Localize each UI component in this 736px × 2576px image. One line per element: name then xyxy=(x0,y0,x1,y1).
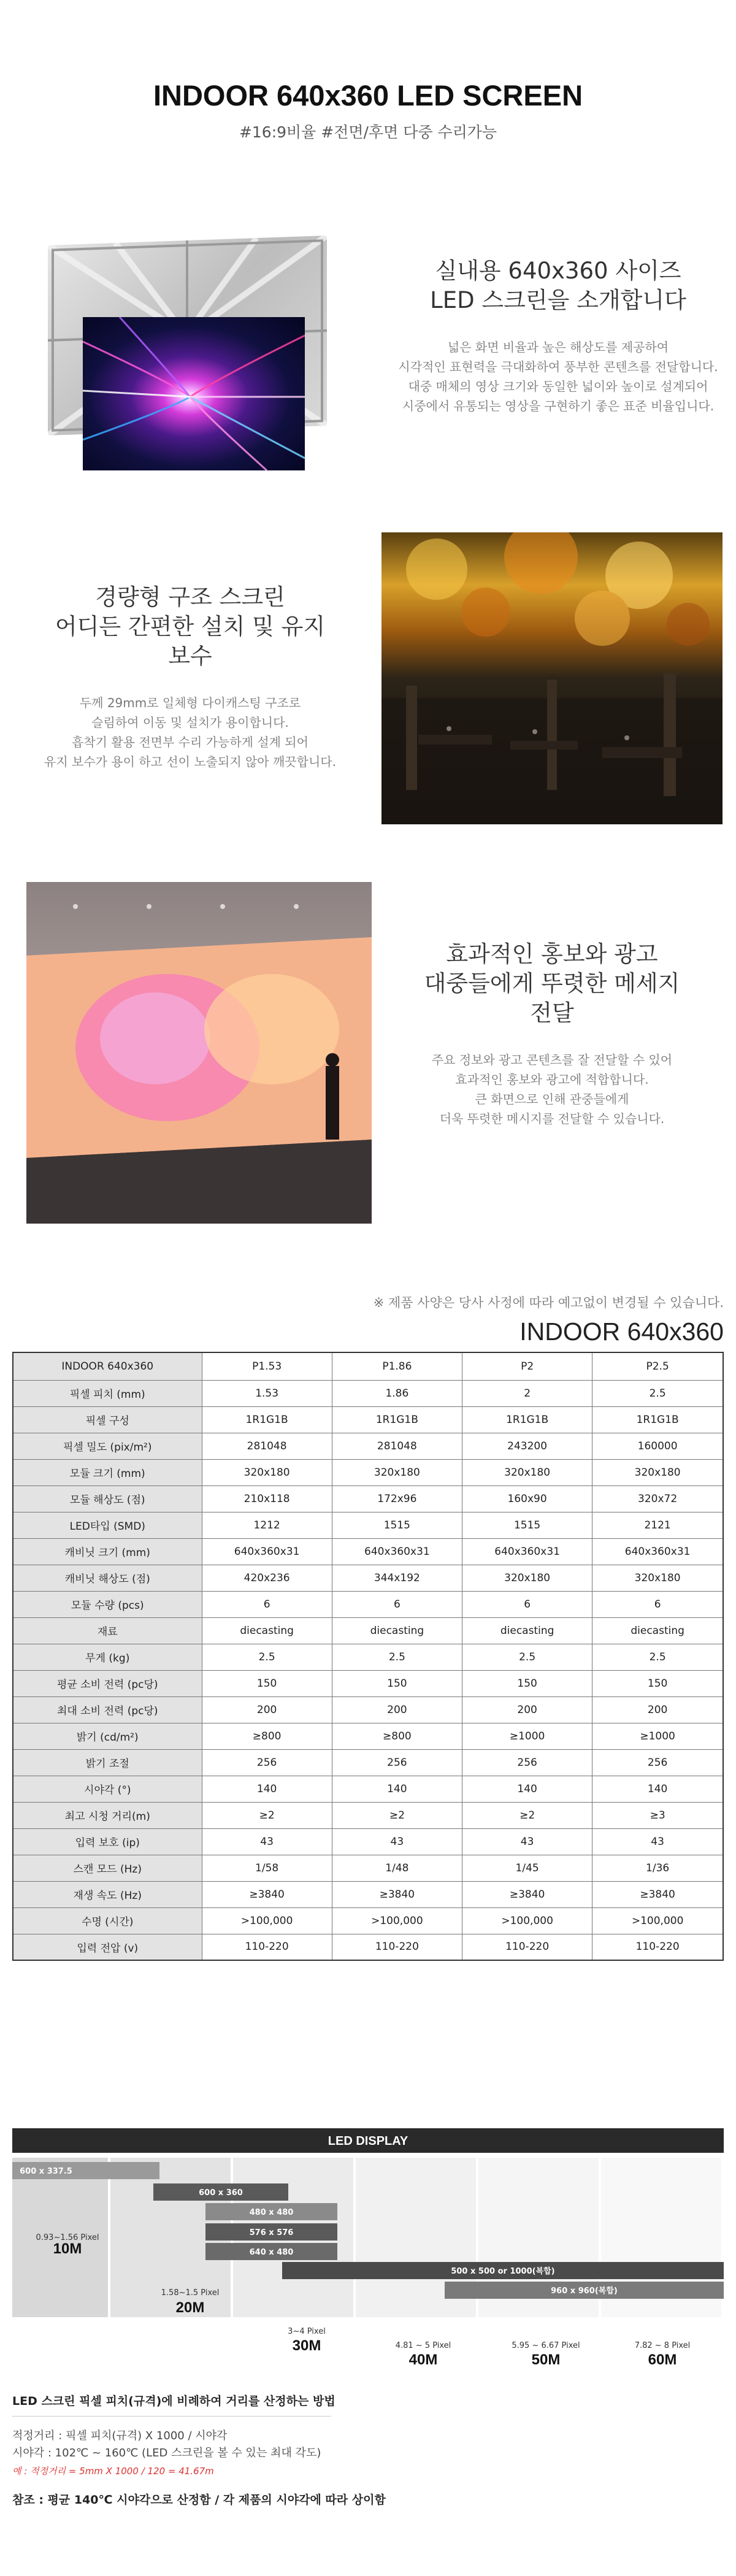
spec-value-cell: 140 xyxy=(202,1776,332,1802)
section3-body-line: 효과적인 홍보와 광고에 적합합니다. xyxy=(455,1072,649,1087)
chart-tier-pitch: 3~4 Pixel xyxy=(288,2327,326,2336)
spec-value-cell: ≥2 xyxy=(202,1802,332,1828)
chart-tier-distance: 20M xyxy=(175,2299,205,2316)
distance-formula xyxy=(12,2392,724,2507)
section2-heading-line: 보수 xyxy=(168,643,212,669)
chart-size-label: 600 x 360 xyxy=(199,2188,243,2198)
spec-value-cell: 640x360x31 xyxy=(332,1538,462,1565)
spec-value-cell: P2.5 xyxy=(592,1352,723,1380)
section1-body-line: 넓은 화면 비율과 높은 해상도를 제공하여 xyxy=(447,340,669,355)
spec-value-cell: 344x192 xyxy=(332,1565,462,1591)
spec-label-cell: INDOOR 640x360 xyxy=(13,1352,202,1380)
spec-notice: ※ 제품 사양은 당사 사정에 따라 예고없이 변경될 수 있습니다. xyxy=(373,1295,724,1310)
section2-body-line: 두께 29mm로 일체형 다이캐스팅 구조로 xyxy=(79,696,301,710)
spec-label-cell: 최고 시청 거리(m) xyxy=(13,1802,202,1828)
section3-heading-line: 대중들에게 뚜렷한 메세지 xyxy=(424,970,680,997)
spec-value-cell: 420x236 xyxy=(202,1565,332,1591)
spec-row xyxy=(13,1380,723,1406)
spec-value-cell: 200 xyxy=(202,1696,332,1723)
section2-body-line: 유지 보수가 용이 하고 선이 노출되지 않아 깨끗합니다. xyxy=(44,754,336,769)
spec-value-cell: 320x180 xyxy=(592,1565,723,1591)
section2-body xyxy=(12,693,368,772)
spec-value-cell: 640x360x31 xyxy=(202,1538,332,1565)
spec-value-cell: 2.5 xyxy=(332,1644,462,1670)
spec-value-cell: 256 xyxy=(462,1749,592,1776)
spec-value-cell: 43 xyxy=(332,1828,462,1855)
spec-row xyxy=(13,1855,723,1881)
spec-value-cell: 200 xyxy=(332,1696,462,1723)
spec-label-cell: 수명 (시간) xyxy=(13,1907,202,1934)
section3-body-line: 큰 화면으로 인해 관중들에게 xyxy=(475,1092,629,1106)
spec-label-cell: 픽셀 피치 (mm) xyxy=(13,1380,202,1406)
spec-value-cell: 140 xyxy=(592,1776,723,1802)
led-display-distance-chart xyxy=(12,2128,724,2386)
chart-size-label: 960 x 960(복합) xyxy=(551,2287,618,2296)
section2-body-line: 흡착기 활용 전면부 수리 가능하게 설계 되어 xyxy=(72,735,309,749)
spec-value-cell: ≥2 xyxy=(462,1802,592,1828)
spec-label-cell: 픽셀 밀도 (pix/m²) xyxy=(13,1433,202,1459)
spec-value-cell: 150 xyxy=(202,1670,332,1696)
spec-value-cell: 2.5 xyxy=(592,1380,723,1406)
section3-heading-line: 효과적인 홍보와 광고 xyxy=(446,941,658,967)
spec-label-cell: 재료 xyxy=(13,1617,202,1644)
spec-row xyxy=(13,1406,723,1433)
spec-row xyxy=(13,1696,723,1723)
chart-tier-distance: 30M xyxy=(292,2337,321,2354)
spec-row xyxy=(13,1881,723,1907)
spec-row xyxy=(13,1670,723,1696)
spec-label-cell: 모듈 크기 (mm) xyxy=(13,1459,202,1485)
section3-text xyxy=(380,940,724,1129)
spec-value-cell: 281048 xyxy=(332,1433,462,1459)
spec-value-cell: 1R1G1B xyxy=(202,1406,332,1433)
spec-value-cell: 150 xyxy=(332,1670,462,1696)
spec-value-cell: 6 xyxy=(332,1591,462,1617)
spec-value-cell: 1R1G1B xyxy=(592,1406,723,1433)
spec-label-cell: 무게 (kg) xyxy=(13,1644,202,1670)
led-panel-display-image xyxy=(83,317,305,470)
section1-heading-line: 실내용 640x360 사이즈 xyxy=(435,258,681,284)
spec-value-cell: 2.5 xyxy=(202,1644,332,1670)
spec-value-cell: 6 xyxy=(202,1591,332,1617)
section3-body-line: 주요 정보와 광고 콘텐츠를 잘 전달할 수 있어 xyxy=(431,1052,673,1067)
chart-tier-distance: 10M xyxy=(53,2241,82,2257)
spec-value-cell: 1.86 xyxy=(332,1380,462,1406)
section3-heading-line: 전달 xyxy=(530,1000,574,1026)
spec-label-cell: 입력 전압 (v) xyxy=(13,1934,202,1960)
spec-value-cell: ≥1000 xyxy=(462,1723,592,1749)
spec-value-cell: 43 xyxy=(462,1828,592,1855)
spec-value-cell: 320x180 xyxy=(462,1459,592,1485)
spec-row xyxy=(13,1591,723,1617)
section2-heading xyxy=(12,583,368,671)
spec-value-cell: 320x180 xyxy=(332,1459,462,1485)
chart-tier-pitch: 7.82 ~ 8 Pixel xyxy=(634,2341,691,2350)
spec-row xyxy=(13,1723,723,1749)
chart-tier-distance: 60M xyxy=(648,2352,677,2368)
chart-size-label: 480 x 480 xyxy=(249,2208,294,2217)
spec-value-cell: 160000 xyxy=(592,1433,723,1459)
spec-value-cell: 110-220 xyxy=(462,1934,592,1960)
spec-row xyxy=(13,1565,723,1591)
spec-row xyxy=(13,1512,723,1538)
spec-table xyxy=(12,1352,724,1961)
spec-value-cell: 2121 xyxy=(592,1512,723,1538)
spec-value-cell: ≥1000 xyxy=(592,1723,723,1749)
spec-value-cell: P1.86 xyxy=(332,1352,462,1380)
spec-value-cell: ≥3840 xyxy=(202,1881,332,1907)
spec-value-cell: 160x90 xyxy=(462,1485,592,1512)
spec-value-cell: diecasting xyxy=(462,1617,592,1644)
formula-note: 참조 : 평균 140℃ 시야각으로 산정함 / 각 제품의 시야각에 따라 상이함 xyxy=(12,2493,386,2507)
formula-line: 적정거리 : 픽셀 피치(규격) X 1000 / 시야각 xyxy=(12,2429,228,2442)
section1-body-line: 시중에서 유통되는 영상을 구현하기 좋은 표준 비율입니다. xyxy=(402,399,715,413)
spec-row xyxy=(13,1538,723,1565)
spec-value-cell: 172x96 xyxy=(332,1485,462,1512)
formula-line: 시야각 : 102℃ ~ 160℃ (LED 스크린을 볼 수 있는 최대 각도) xyxy=(12,2447,321,2459)
spec-value-cell: 1R1G1B xyxy=(332,1406,462,1433)
spec-value-cell: 1/48 xyxy=(332,1855,462,1881)
section2-body-line: 슬림하여 이동 및 설치가 용이합니다. xyxy=(91,715,289,730)
spec-value-cell: >100,000 xyxy=(332,1907,462,1934)
spec-value-cell: 210x118 xyxy=(202,1485,332,1512)
spec-value-cell: 6 xyxy=(462,1591,592,1617)
spec-row xyxy=(13,1828,723,1855)
spec-value-cell: 2 xyxy=(462,1380,592,1406)
spec-row xyxy=(13,1644,723,1670)
spec-header-row xyxy=(13,1352,723,1380)
lobby-led-wall-image xyxy=(26,882,372,1224)
spec-value-cell: 256 xyxy=(592,1749,723,1776)
spec-value-cell: ≥800 xyxy=(332,1723,462,1749)
section2-heading-line: 어디든 간편한 설치 및 유지 xyxy=(55,613,326,640)
section3-heading xyxy=(380,940,724,1028)
chart-tier-pitch: 1.58~1.5 Pixel xyxy=(161,2288,220,2298)
page-title: INDOOR 640x360 LED SCREEN xyxy=(153,79,583,112)
spec-value-cell: 2.5 xyxy=(462,1644,592,1670)
spec-label-cell: 시야각 (°) xyxy=(13,1776,202,1802)
spec-value-cell: >100,000 xyxy=(592,1907,723,1934)
section1-body-line: 시각적인 표현력을 극대화하여 풍부한 콘텐츠를 전달합니다. xyxy=(398,359,718,374)
spec-value-cell: 256 xyxy=(332,1749,462,1776)
spec-value-cell: 281048 xyxy=(202,1433,332,1459)
spec-value-cell: ≥3840 xyxy=(332,1881,462,1907)
chart-tier-pitch: 0.93~1.56 Pixel xyxy=(36,2233,99,2242)
spec-value-cell: 1515 xyxy=(462,1512,592,1538)
spec-value-cell: 140 xyxy=(332,1776,462,1802)
spec-label-cell: 캐비닛 해상도 (점) xyxy=(13,1565,202,1591)
section1-body xyxy=(393,337,724,416)
chart-size-label: 576 x 576 xyxy=(249,2228,294,2237)
spec-label-cell: 밝기 조절 xyxy=(13,1749,202,1776)
spec-value-cell: 110-220 xyxy=(202,1934,332,1960)
spec-value-cell: 320x180 xyxy=(202,1459,332,1485)
spec-row xyxy=(13,1934,723,1960)
spec-value-cell: 1/36 xyxy=(592,1855,723,1881)
section1-body-line: 대중 매체의 영상 크기와 동일한 넓이와 높이로 설계되어 xyxy=(408,379,708,394)
section3-body-line: 더욱 뚜렷한 메시지를 전달할 수 있습니다. xyxy=(439,1111,665,1126)
spec-value-cell: ≥3 xyxy=(592,1802,723,1828)
spec-label-cell: 픽셀 구성 xyxy=(13,1406,202,1433)
hero xyxy=(0,0,736,184)
spec-row xyxy=(13,1907,723,1934)
spec-label-cell: 모듈 수량 (pcs) xyxy=(13,1591,202,1617)
chart-title: LED DISPLAY xyxy=(328,2134,408,2148)
spec-value-cell: 200 xyxy=(462,1696,592,1723)
spec-value-cell: >100,000 xyxy=(202,1907,332,1934)
spec-value-cell: diecasting xyxy=(592,1617,723,1644)
spec-label-cell: 최대 소비 전력 (pc당) xyxy=(13,1696,202,1723)
restaurant-led-ceiling-image xyxy=(381,532,723,824)
spec-value-cell: 110-220 xyxy=(332,1934,462,1960)
spec-label-cell: 모듈 해상도 (점) xyxy=(13,1485,202,1512)
spec-row xyxy=(13,1485,723,1512)
section3-body xyxy=(380,1050,724,1129)
spec-label-cell: 캐비닛 크기 (mm) xyxy=(13,1538,202,1565)
spec-value-cell: >100,000 xyxy=(462,1907,592,1934)
spec-row xyxy=(13,1459,723,1485)
spec-value-cell: 1/45 xyxy=(462,1855,592,1881)
spec-value-cell: ≥800 xyxy=(202,1723,332,1749)
spec-value-cell: 320x180 xyxy=(592,1459,723,1485)
spec-value-cell: diecasting xyxy=(332,1617,462,1644)
spec-value-cell: 2.5 xyxy=(592,1644,723,1670)
chart-tier-distance: 50M xyxy=(531,2352,561,2368)
spec-model-title: INDOOR 640x360 xyxy=(519,1317,724,1346)
spec-value-cell: 200 xyxy=(592,1696,723,1723)
spec-row xyxy=(13,1776,723,1802)
formula-title: LED 스크린 픽셀 피치(규격)에 비례하여 거리를 산정하는 방법 xyxy=(12,2394,335,2408)
spec-value-cell: diecasting xyxy=(202,1617,332,1644)
spec-value-cell: 243200 xyxy=(462,1433,592,1459)
spec-value-cell: 140 xyxy=(462,1776,592,1802)
spec-row xyxy=(13,1749,723,1776)
spec-row xyxy=(13,1617,723,1644)
chart-size-label: 600 x 337.5 xyxy=(20,2167,72,2176)
chart-tier-distance: 40M xyxy=(408,2352,438,2368)
section2-text xyxy=(12,583,368,772)
spec-value-cell: 1/58 xyxy=(202,1855,332,1881)
spec-value-cell: P2 xyxy=(462,1352,592,1380)
spec-value-cell: 150 xyxy=(592,1670,723,1696)
spec-value-cell: 1R1G1B xyxy=(462,1406,592,1433)
spec-value-cell: 320x72 xyxy=(592,1485,723,1512)
formula-example: 예 : 적정거리 = 5mm X 1000 / 120 = 41.67m xyxy=(12,2466,214,2477)
spec-value-cell: 43 xyxy=(202,1828,332,1855)
spec-row xyxy=(13,1802,723,1828)
spec-value-cell: ≥3840 xyxy=(462,1881,592,1907)
formula-lines xyxy=(12,2428,724,2462)
spec-label-cell: 밝기 (cd/m²) xyxy=(13,1723,202,1749)
spec-value-cell: ≥2 xyxy=(332,1802,462,1828)
section1-heading-line: LED 스크린을 소개합니다 xyxy=(430,287,686,313)
formula-divider xyxy=(12,2416,331,2417)
spec-label-cell: 재생 속도 (Hz) xyxy=(13,1881,202,1907)
spec-label-cell: 스캔 모드 (Hz) xyxy=(13,1855,202,1881)
spec-value-cell: 1.53 xyxy=(202,1380,332,1406)
spec-value-cell: P1.53 xyxy=(202,1352,332,1380)
spec-value-cell: 256 xyxy=(202,1749,332,1776)
spec-value-cell: 43 xyxy=(592,1828,723,1855)
chart-size-label: 500 x 500 or 1000(복합) xyxy=(451,2267,555,2276)
spec-row xyxy=(13,1433,723,1459)
page-subtitle: #16:9비율 #전면/후면 다중 수리가능 xyxy=(239,123,497,141)
section1-text xyxy=(393,256,724,416)
chart-tier-pitch: 5.95 ~ 6.67 Pixel xyxy=(512,2341,580,2350)
spec-value-cell: 1515 xyxy=(332,1512,462,1538)
spec-value-cell: 320x180 xyxy=(462,1565,592,1591)
spec-label-cell: LED타입 (SMD) xyxy=(13,1512,202,1538)
spec-label-cell: 평균 소비 전력 (pc당) xyxy=(13,1670,202,1696)
section2-heading-line: 경량형 구조 스크린 xyxy=(95,584,285,610)
spec-value-cell: 640x360x31 xyxy=(592,1538,723,1565)
spec-label-cell: 입력 보호 (ip) xyxy=(13,1828,202,1855)
chart-tier-pitch: 4.81 ~ 5 Pixel xyxy=(395,2341,451,2350)
spec-value-cell: 150 xyxy=(462,1670,592,1696)
chart-size-label: 640 x 480 xyxy=(249,2248,294,2257)
spec-value-cell: 1212 xyxy=(202,1512,332,1538)
section1-heading xyxy=(393,256,724,315)
spec-value-cell: ≥3840 xyxy=(592,1881,723,1907)
spec-value-cell: 640x360x31 xyxy=(462,1538,592,1565)
spec-value-cell: 110-220 xyxy=(592,1934,723,1960)
spec-value-cell: 6 xyxy=(592,1591,723,1617)
